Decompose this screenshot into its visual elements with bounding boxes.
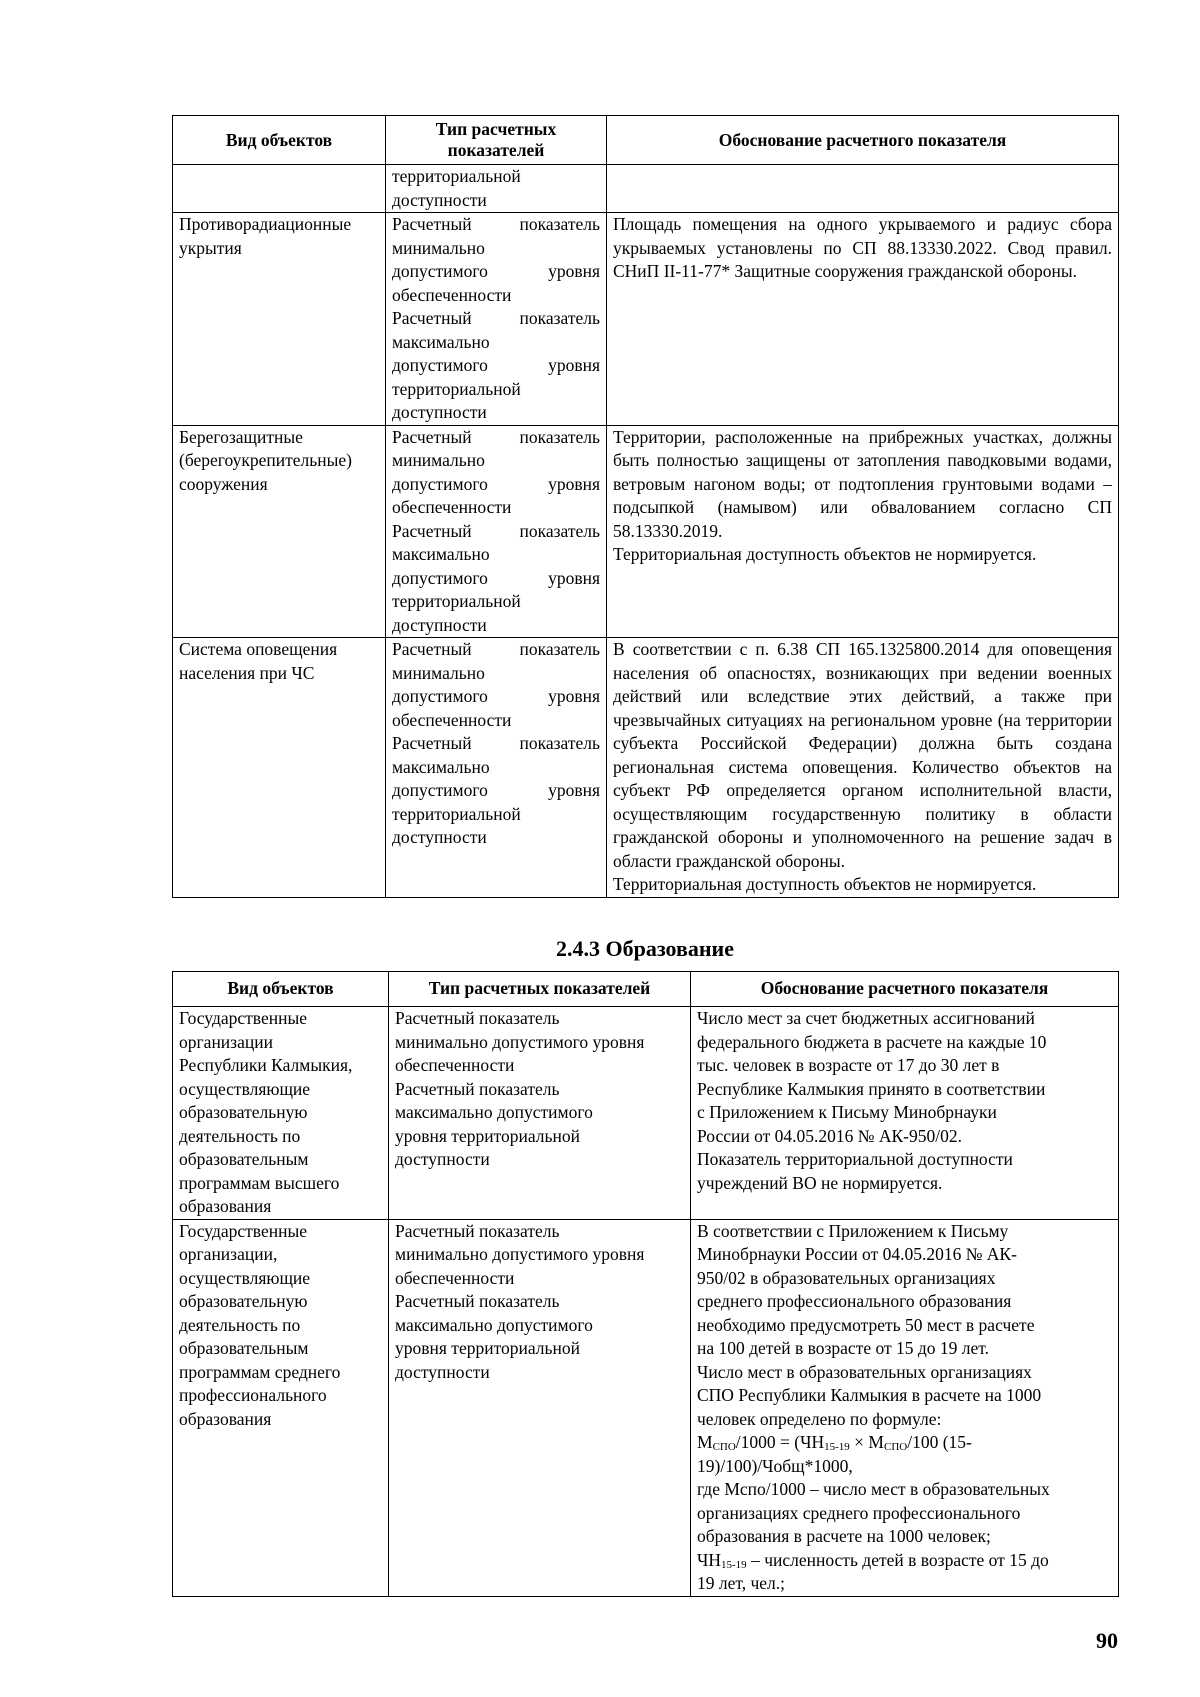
formula-line (697, 1431, 1112, 1455)
table-row (173, 1219, 1119, 1596)
text-line: максимально допустимого (395, 1314, 593, 1335)
table-row (173, 1007, 1119, 1220)
text-line: федерального бюджета в расчете на каждые 10 (697, 1031, 1047, 1052)
indicator-type-cell (389, 1007, 691, 1220)
text-line: Расчетный показатель (392, 733, 600, 753)
text-line: Расчетный показатель (395, 1220, 560, 1241)
indicator-type-cell (389, 1219, 691, 1596)
text-line: Минобрнауки России от 04.05.2016 № АК- (697, 1244, 1017, 1264)
object-cell (173, 1219, 389, 1596)
formula-part: /1000 = (ЧН (735, 1432, 825, 1452)
text-line: Расчетный показатель (395, 1078, 560, 1099)
text-line: учреждений ВО не нормируется. (697, 1172, 943, 1193)
text-line: образования (179, 1196, 272, 1216)
text-line: с Приложением к Письму Минобрнауки (697, 1102, 997, 1122)
text-line: программам высшего (179, 1172, 340, 1193)
basis-paragraph: Площадь помещения на одного укрываемого и радиус сбора укрываемых установлены по СП 88.13330.2022. Свод правил. СНиП II-11-77* Защитные сооружения гражданской обороны. (613, 214, 1112, 281)
indicator-type-cell (386, 425, 607, 638)
text-line: необходимо предусмотреть 50 мест в расчете (697, 1314, 1035, 1335)
table-row (173, 638, 1119, 898)
header-object-type: Вид объектов (173, 116, 386, 165)
formula-subscript: СПО (883, 1441, 908, 1453)
text-line: минимально (392, 450, 485, 470)
text-line: территориальной (392, 803, 521, 824)
text-line: осуществляющие (179, 1267, 311, 1288)
text-line: обеспеченности (395, 1267, 515, 1288)
text-line: доступности (392, 189, 487, 210)
indicator-type-cell (386, 165, 607, 213)
basis-paragraph: В соответствии с п. 6.38 СП 165.1325800.2014 для оповещения населения об опасностях, возникающих при ведении военных действий или вследствие этих действий, а также при чрезвычайных ситуациях на региональном уровне (на территории субъекта Российской Федерации) должна быть создана региональная система оповещения. Количество объектов на субъект РФ определяется органом исполнительной власти, осуществляющим государственную политику в области гражданской обороны и уполномоченного на решение задач в области гражданской обороны. (613, 639, 1112, 871)
text-line: образования в расчете на 1000 человек; (697, 1526, 991, 1546)
text-line: образовательную (179, 1291, 308, 1311)
table-header-row (173, 116, 1119, 165)
text-line: минимально (392, 662, 485, 683)
text-line: образовательным (179, 1149, 309, 1169)
text-line: деятельность по (179, 1125, 301, 1146)
header-indicator-type: Тип расчетных показателей (389, 972, 691, 1007)
formula-subscript: 15-19 (721, 1558, 747, 1571)
table-row (173, 425, 1119, 638)
indicator-type-cell (386, 213, 607, 426)
text-line: обеспеченности (392, 709, 512, 730)
basis-paragraph: Территории, расположенные на прибрежных участках, должны быть полностью защищены от затопления паводковыми водами, ветровым нагоном воды; от подтопления грунтовыми водами – подсыпкой (намывом) или обвалованием согласно СП 58.13330.2019. (613, 426, 1112, 541)
text-line: доступности (395, 1149, 490, 1169)
text-line: профессионального (179, 1385, 327, 1405)
text-line: территориальной (392, 591, 521, 611)
object-cell: Противорадиационные укрытия (173, 213, 386, 426)
basis-cell (607, 213, 1119, 426)
header-indicator-type: Тип расчетных показателей (386, 116, 607, 165)
basis-paragraph: Территориальная доступность объектов не нормируется. (613, 874, 1037, 894)
formula-subscript: СПО (712, 1441, 736, 1453)
object-cell (173, 165, 386, 213)
text-line: России от 04.05.2016 № АК-950/02. (697, 1125, 962, 1146)
text-line: Число мест в образовательных организациях (697, 1361, 1032, 1382)
header-indicator-basis: Обоснование расчетного показателя (691, 972, 1119, 1007)
table-civil-defense (172, 115, 1119, 898)
formula-part: ЧН (697, 1549, 722, 1570)
text-line: В соответствии с Приложением к Письму (697, 1220, 1009, 1241)
table-header-row (173, 972, 1119, 1007)
basis-cell (607, 638, 1119, 898)
text-line: Государственные (179, 1008, 307, 1028)
formula-part: × М (849, 1432, 884, 1452)
text-line: максимально (392, 544, 490, 564)
text-line: доступности (392, 614, 487, 635)
formula-line: 19)/100)/Чобщ*1000, (697, 1455, 853, 1476)
text-line: уровня территориальной (395, 1338, 580, 1358)
text-line: организациях среднего профессионального (697, 1502, 1021, 1523)
text-line: 19 лет, чел.; (697, 1573, 785, 1593)
text-line: Показатель территориальной доступности (697, 1149, 1013, 1169)
text-line: Расчетный показатель (392, 639, 600, 659)
basis-cell (607, 165, 1119, 213)
formula-subscript: 15-19 (824, 1441, 850, 1453)
text-line: Расчетный показатель (392, 308, 600, 328)
text-line: доступности (395, 1361, 490, 1382)
text-line: Республике Калмыкия принято в соответствии (697, 1078, 1046, 1099)
text-line: образовательную (179, 1102, 308, 1122)
text-line: Расчетный показатель (395, 1008, 560, 1028)
text-line: на 100 детей в возрасте от 15 до 19 лет. (697, 1338, 990, 1358)
text-line: допустимого уровня (392, 261, 600, 281)
text-line: осуществляющие (179, 1078, 311, 1099)
text-line: тыс. человек в возрасте от 17 до 30 лет в (697, 1055, 1000, 1075)
text-line: образовательным (179, 1338, 309, 1358)
object-cell: Система оповещения населения при ЧС (173, 638, 386, 898)
formula-part: /100 (15- (907, 1432, 972, 1452)
text-line: минимально допустимого уровня (395, 1031, 645, 1052)
text-line: минимально (392, 237, 485, 258)
basis-cell (607, 425, 1119, 638)
formula-part: М (697, 1432, 713, 1452)
text-line: обеспеченности (392, 497, 512, 517)
text-line: допустимого уровня (392, 473, 600, 494)
text-line: Республики Калмыкия, (179, 1055, 353, 1075)
text-line: территориальной (392, 166, 521, 186)
text-line: Число мест за счет бюджетных ассигнований (697, 1008, 1035, 1028)
table-education (172, 971, 1119, 1597)
text-line: Расчетный показатель (392, 520, 600, 541)
text-line: Государственные (179, 1220, 307, 1241)
basis-paragraph: Территориальная доступность объектов не нормируется. (613, 544, 1037, 564)
text-line: деятельность по (179, 1314, 301, 1335)
text-line: обеспеченности (395, 1055, 515, 1075)
text-line: где Мспо/1000 – число мест в образовательных (697, 1479, 1050, 1499)
text-line: допустимого уровня (392, 355, 600, 375)
text-line: программам среднего (179, 1361, 341, 1382)
text-line: среднего профессионального образования (697, 1291, 1012, 1311)
text-line: обеспеченности (392, 284, 512, 305)
text-line: организации (179, 1031, 273, 1052)
text-line: уровня территориальной (395, 1125, 580, 1146)
text-line: допустимого уровня (392, 780, 600, 800)
page-number: 90 (1096, 1628, 1118, 1653)
text-line: максимально (392, 756, 490, 777)
object-cell (173, 1007, 389, 1220)
text-line: 950/02 в образовательных организациях (697, 1267, 996, 1288)
object-cell: Берегозащитные (берегоукрепительные) сооружения (173, 425, 386, 638)
text-line: максимально (392, 331, 490, 352)
text-line: минимально допустимого уровня (395, 1244, 645, 1264)
text-line: СПО Республики Калмыкия в расчете на 1000 (697, 1385, 1042, 1405)
text-line: человек определено по формуле: (697, 1408, 942, 1429)
text-line: территориальной (392, 378, 521, 399)
table-row (173, 213, 1119, 426)
section-heading: 2.4.3 Образование (555, 936, 734, 961)
text-line: максимально допустимого (395, 1102, 593, 1122)
basis-cell (691, 1007, 1119, 1220)
text-line: допустимого уровня (392, 686, 600, 706)
text-line: Расчетный показатель (392, 214, 600, 234)
text-line: Расчетный показатель (395, 1291, 560, 1311)
text-line: доступности (392, 827, 487, 847)
header-object-type: Вид объектов (173, 972, 389, 1007)
text-line: образования (179, 1408, 272, 1429)
text-line: организации, (179, 1244, 278, 1264)
text-line: Расчетный показатель (392, 426, 600, 447)
formula-part: – численность детей в возрасте от 15 до (746, 1549, 1049, 1570)
text-line (697, 1549, 1112, 1573)
indicator-type-cell (386, 638, 607, 898)
text-line: доступности (392, 402, 487, 422)
header-indicator-basis: Обоснование расчетного показателя (607, 116, 1119, 165)
text-line: допустимого уровня (392, 567, 600, 588)
basis-cell (691, 1219, 1119, 1596)
table-row (173, 165, 1119, 213)
